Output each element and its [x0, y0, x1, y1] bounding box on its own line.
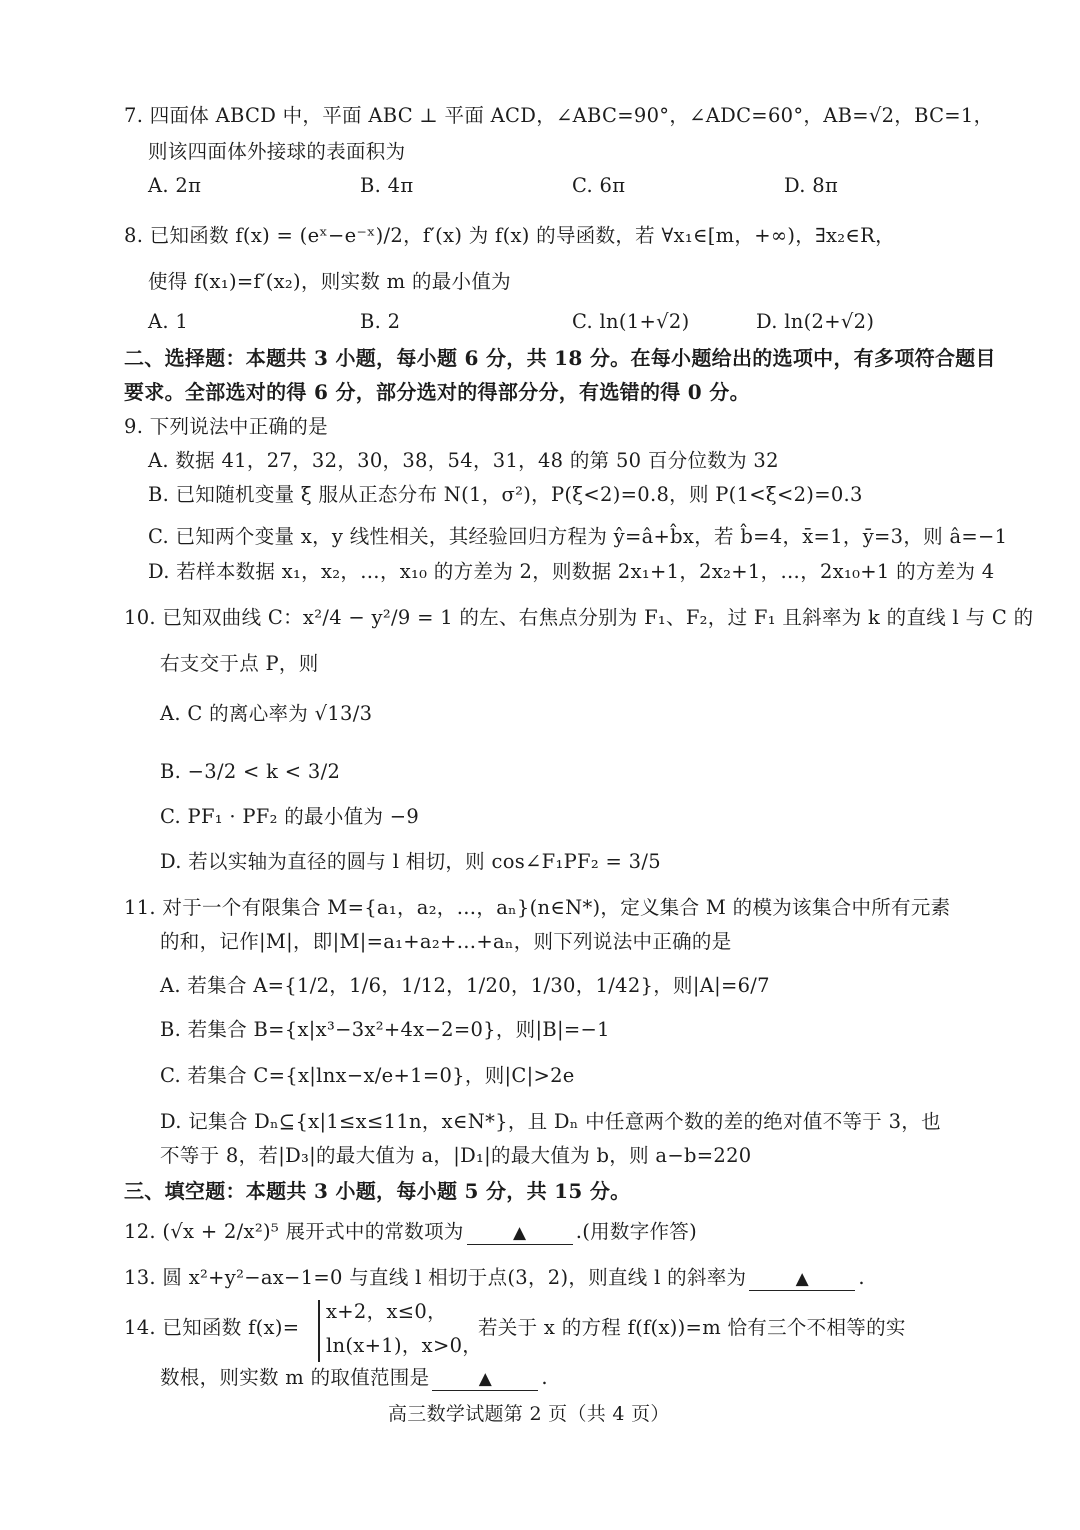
q12-line [124, 1218, 697, 1246]
q14-case2: ln(x+1)，x>0， [326, 1334, 483, 1357]
q14-line2 [160, 1364, 548, 1392]
q10-option-b: B. −3/2 < k < 3/2 [160, 760, 341, 783]
q8-option-d: D. ln(2+√2) [756, 310, 875, 333]
section2-heading-cont: 要求。全部选对的得 6 分，部分选对的得部分分，有选错的得 0 分。 [124, 380, 750, 404]
triangle-marker-icon: ▲ [795, 1269, 810, 1289]
q11-option-d-line2: 不等于 8，若|D₃|的最大值为 a，|D₁|的最大值为 b，则 a−b=220 [160, 1144, 752, 1167]
q14-answer-blank[interactable] [432, 1367, 538, 1391]
q12-answer-blank[interactable] [467, 1221, 573, 1245]
q9-option-d: D. 若样本数据 x₁，x₂，…，x₁₀ 的方差为 2，则数据 2x₁+1，2x₂+1，…，2x₁₀+1 的方差为 4 [148, 560, 995, 583]
q11-stem-line2: 的和，记作|M|，即|M|=a₁+a₂+…+aₙ，则下列说法中正确的是 [160, 930, 732, 953]
q12-stem: 12. (√x + 2/x²)⁵ 展开式中的常数项为 [124, 1220, 464, 1243]
q11-stem-line1: 11. 对于一个有限集合 M={a₁，a₂，…，aₙ}(n∈N*)，定义集合 M 的模为该集合中所有元素 [124, 896, 951, 919]
q13-line [124, 1264, 865, 1292]
q8-option-a: A. 1 [148, 310, 189, 333]
q10-option-c: C. PF₁ · PF₂ 的最小值为 −9 [160, 805, 420, 828]
q14-stem-line2: 数根，则实数 m 的取值范围是 [160, 1366, 430, 1389]
q10-option-d: D. 若以实轴为直径的圆与 l 相切，则 cos∠F₁PF₂ = 3/5 [160, 850, 661, 873]
section3-heading: 三、填空题：本题共 3 小题，每小题 5 分，共 15 分。 [124, 1179, 631, 1203]
q11-option-d-line1: D. 记集合 Dₙ⊆{x|1≤x≤11n，x∈N*}，且 Dₙ 中任意两个数的差的绝对值不等于 3，也 [160, 1110, 941, 1133]
q14-case1: x+2，x≤0， [326, 1300, 447, 1323]
q14-lead: 14. 已知函数 f(x)= [124, 1316, 300, 1339]
q10-stem-line1: 10. 已知双曲线 C：x²/4 − y²/9 = 1 的左、右焦点分别为 F₁、F₂，过 F₁ 且斜率为 k 的直线 l 与 C 的 [124, 606, 1034, 629]
q7-stem-line1: 7. 四面体 ABCD 中，平面 ABC ⊥ 平面 ACD，∠ABC=90°，∠ADC=60°，AB=√2，BC=1， [124, 104, 994, 127]
triangle-marker-icon: ▲ [478, 1369, 493, 1389]
q10-option-a: A. C 的离心率为 √13/3 [160, 702, 373, 725]
section2-heading: 二、选择题：本题共 3 小题，每小题 6 分，共 18 分。在每小题给出的选项中，有多项符合题目 [124, 346, 996, 370]
q11-option-c: C. 若集合 C={x|lnx−x/e+1=0}，则|C|>2e [160, 1064, 575, 1087]
q9-option-c: C. 已知两个变量 x，y 线性相关，其经验回归方程为 ŷ=â+b̂x，若 b̂=4，x̄=1，ȳ=3，则 â=−1 [148, 525, 1008, 548]
q11-option-b: B. 若集合 B={x|x³−3x²+4x−2=0}，则|B|=−1 [160, 1018, 610, 1041]
q11-option-a: A. 若集合 A={1/2，1/6，1/12，1/20，1/30，1/42}，则|A|=6/7 [160, 974, 770, 997]
q7-stem-line2: 则该四面体外接球的表面积为 [148, 140, 406, 163]
q9-option-a: A. 数据 41，27，32，30，38，54，31，48 的第 50 百分位数为 32 [148, 449, 779, 472]
q8-option-b: B. 2 [360, 310, 401, 333]
q9-stem: 9. 下列说法中正确的是 [124, 415, 328, 438]
q12-note: .(用数字作答) [575, 1220, 698, 1243]
q8-stem-line1: 8. 已知函数 f(x) = (eˣ−e⁻ˣ)/2，f′(x) 为 f(x) 的导函数，若 ∀x₁∈[m，+∞)，∃x₂∈R， [124, 224, 895, 247]
q7-option-d: D. 8π [784, 174, 839, 197]
q9-option-b: B. 已知随机变量 ξ 服从正态分布 N(1，σ²)，P(ξ<2)=0.8，则 P(1<ξ<2)=0.3 [148, 483, 863, 506]
triangle-marker-icon: ▲ [513, 1223, 527, 1243]
page-footer: 高三数学试题第 2 页（共 4 页） [388, 1403, 670, 1425]
q8-option-c: C. ln(1+√2) [572, 310, 690, 333]
q13-answer-blank[interactable] [749, 1267, 855, 1291]
q14-stem-tail: 若关于 x 的方程 f(f(x))=m 恰有三个不相等的实 [478, 1316, 906, 1339]
q7-option-b: B. 4π [360, 174, 414, 197]
q7-option-c: C. 6π [572, 174, 626, 197]
q13-period: . [858, 1266, 865, 1289]
q13-stem: 13. 圆 x²+y²−ax−1=0 与直线 l 相切于点(3，2)，则直线 l 的斜率为 [124, 1266, 747, 1289]
q7-option-a: A. 2π [148, 174, 202, 197]
q10-stem-line2: 右支交于点 P，则 [160, 652, 319, 675]
q8-stem-line2: 使得 f(x₁)=f′(x₂)，则实数 m 的最小值为 [148, 270, 511, 293]
q14-period: . [541, 1366, 548, 1389]
